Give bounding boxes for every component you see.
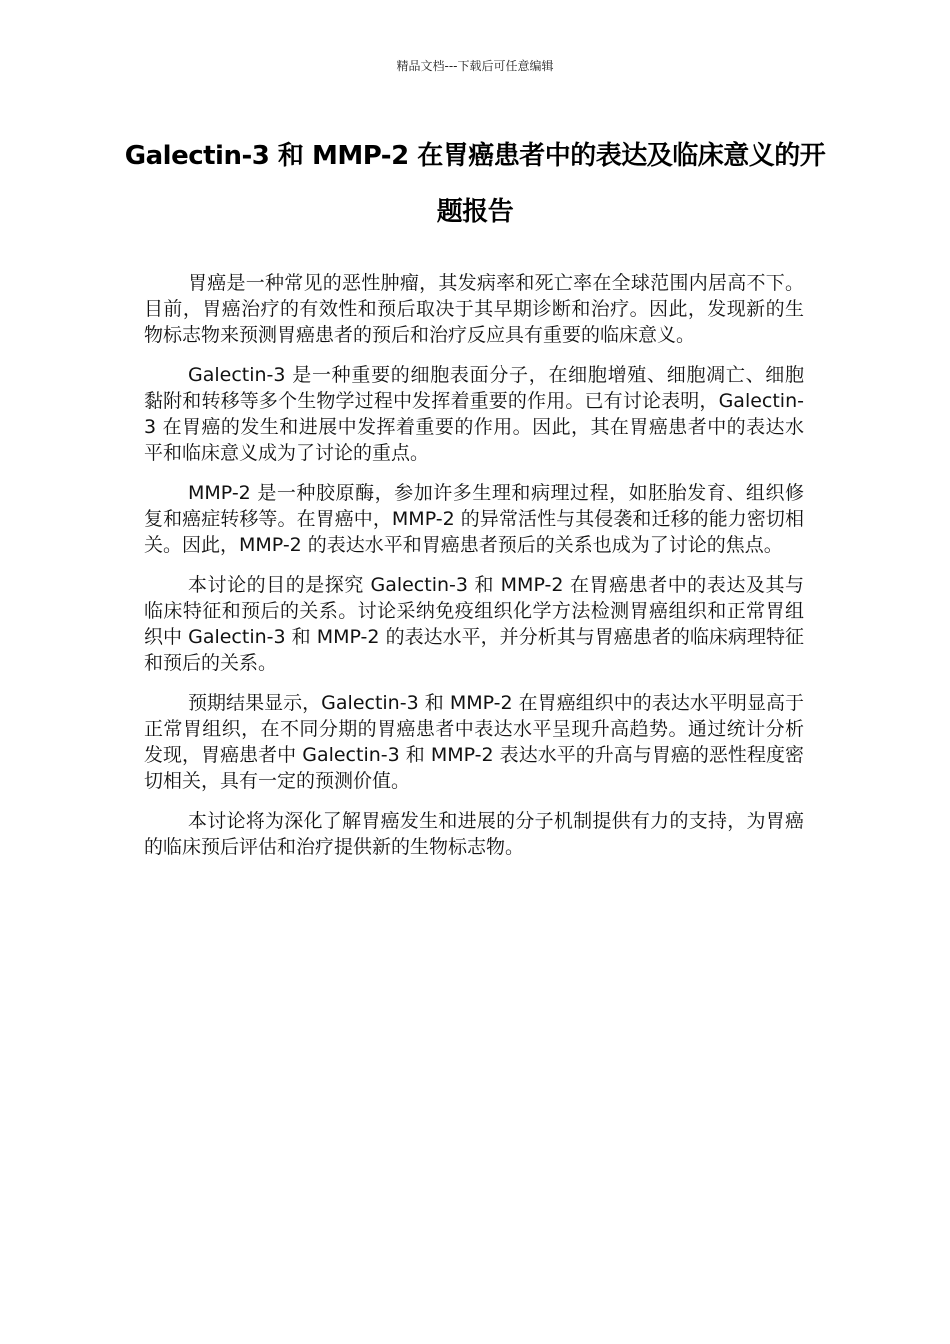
paragraph-galectin-3: Galectin-3 是一种重要的细胞表面分子，在细胞增殖、细胞凋亡、细胞黏附和转移等多个生物学过程中发挥着重要的作用。已有讨论表明，Galectin-3 在胃癌的发生和进展中发挥着重要的作用。因此，其在胃癌患者中的表达水平和临床意义成为了讨论的重点。 (144, 364, 804, 464)
paragraph-purpose: 本讨论的目的是探究 Galectin-3 和 MMP-2 在胃癌患者中的表达及其与临床特征和预后的关系。讨论采纳免疫组织化学方法检测胃癌组织和正常胃组织中 Galectin-3 和 MMP-2 的表达水平，并分析其与胃癌患者的临床病理特征和预后的关系。 (144, 574, 804, 674)
document-title: Galectin-3 和 MMP-2 在胃癌患者中的表达及临床意义的开题报告 (124, 141, 826, 227)
paragraph-expected-results: 预期结果显示，Galectin-3 和 MMP-2 在胃癌组织中的表达水平明显高于正常胃组织，在不同分期的胃癌患者中表达水平呈现升高趋势。通过统计分析发现，胃癌患者中 Galectin-3 和 MMP-2 表达水平的升高与胃癌的恶性程度密切相关，具有一定的预测价值。 (144, 692, 804, 792)
document-body (144, 270, 804, 874)
paragraph-intro: 胃癌是一种常见的恶性肿瘤，其发病率和死亡率在全球范围内居高不下。目前，胃癌治疗的有效性和预后取决于其早期诊断和治疗。因此，发现新的生物标志物来预测胃癌患者的预后和治疗反应具有重要的临床意义。 (144, 272, 804, 346)
paragraph-mmp-2: MMP-2 是一种胶原酶，参加许多生理和病理过程，如胚胎发育、组织修复和癌症转移等。在胃癌中，MMP-2 的异常活性与其侵袭和迁移的能力密切相关。因此，MMP-2 的表达水平和胃癌患者预后的关系也成为了讨论的焦点。 (144, 482, 804, 556)
header-note: 精品文档---下载后可任意编辑 (396, 59, 554, 73)
paragraph-conclusion: 本讨论将为深化了解胃癌发生和进展的分子机制提供有力的支持，为胃癌的临床预后评估和治疗提供新的生物标志物。 (144, 810, 804, 858)
